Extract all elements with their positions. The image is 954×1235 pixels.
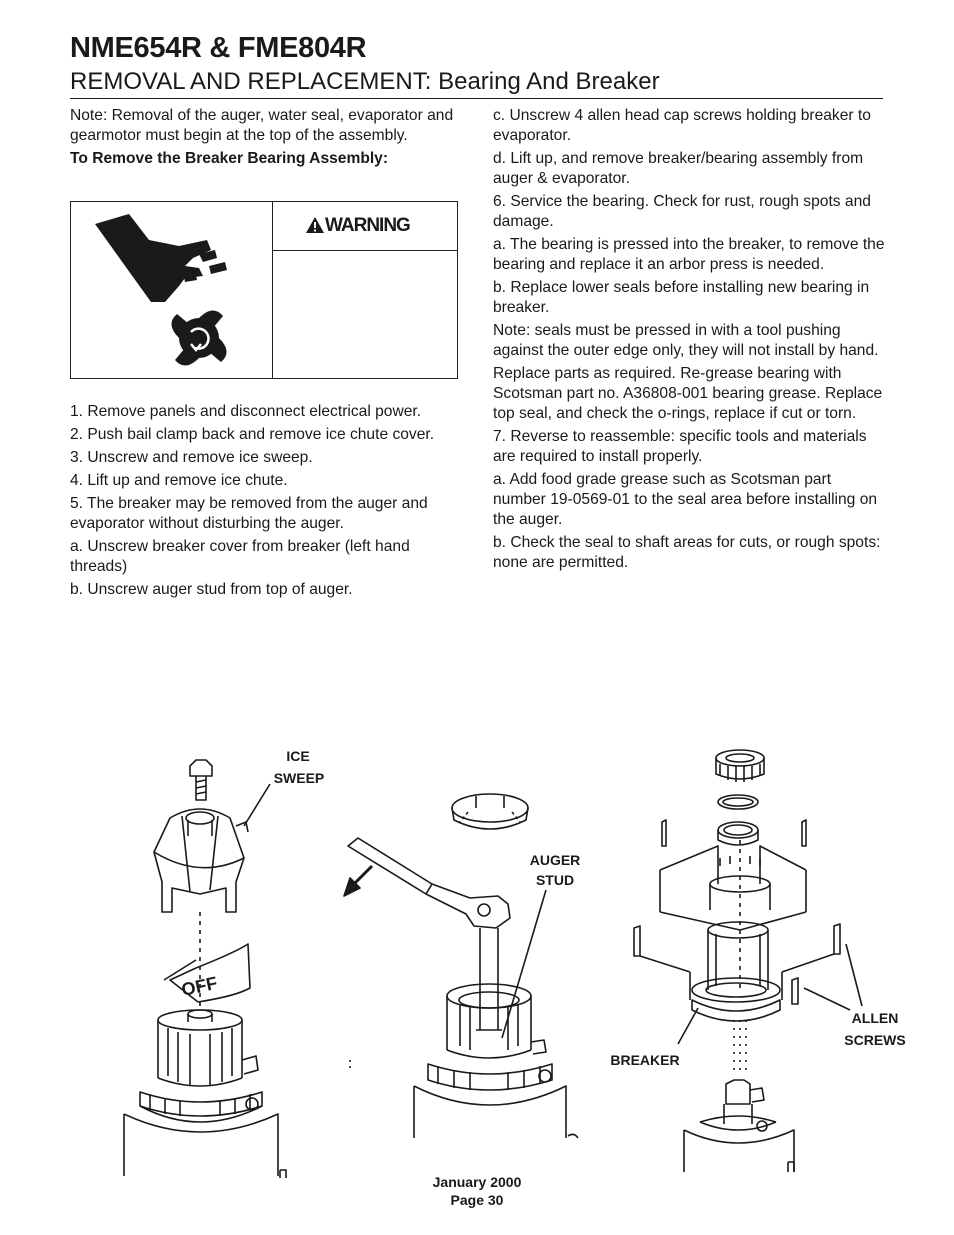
label-breaker: BREAKER [610, 1052, 680, 1068]
label-auger: AUGER [529, 852, 581, 868]
page-footer [0, 1173, 954, 1209]
step-4: 4. Lift up and remove ice chute. [70, 472, 288, 489]
procedure-heading: To Remove the Breaker Bearing Assembly: [70, 150, 389, 167]
step-6b: b. Replace lower seals before installing new bearing in breaker. [493, 279, 870, 316]
step-7a: a. Add food grade grease such as Scotsman part number 19-0569-01 to the seal area before installing on the auger. [493, 471, 878, 528]
ice-sweep-figure [124, 760, 350, 1178]
section-title: REMOVAL AND REPLACEMENT: Bearing And Breaker [70, 68, 660, 95]
intro-note: Note: Removal of the auger, water seal, evaporator and gearmotor must begin at the top of the assembly. [70, 107, 454, 144]
step-5b: b. Unscrew auger stud from top of auger. [70, 581, 353, 598]
breaker-leader [678, 1008, 698, 1044]
step-5: 5. The breaker may be removed from the auger and evaporator without disturbing the auger. [70, 495, 428, 532]
step-5a: a. Unscrew breaker cover from breaker (left hand threads) [70, 538, 410, 575]
label-ice: ICE [286, 748, 310, 764]
step-7: 7. Reverse to reassemble: specific tools and materials are required to install properly. [493, 428, 867, 465]
label-screws: SCREWS [844, 1032, 906, 1048]
step-1: 1. Remove panels and disconnect electrical power. [70, 403, 422, 420]
label-stud: STUD [535, 872, 575, 888]
allen-screws-leader-2 [804, 988, 850, 1010]
ice-sweep-leader [244, 784, 270, 826]
step-5d: d. Lift up, and remove breaker/bearing assembly from auger & evaporator. [493, 150, 864, 187]
warning-label: WARNING [325, 215, 410, 236]
footer-date: January 2000 [432, 1174, 522, 1190]
step-5c: c. Unscrew 4 allen head cap screws holding breaker to evaporator. [493, 107, 871, 144]
step-3: 3. Unscrew and remove ice sweep. [70, 449, 313, 466]
replace-parts: Replace parts as required. Re-grease bearing with Scotsman part no. A36808-001 bearing grease. Replace top seal, and check the o-rings, replace if cut or torn. [493, 365, 883, 422]
label-allen: ALLEN [851, 1010, 899, 1026]
seal-note: Note: seals must be pressed in with a tool pushing against the outer edge only, they will not install by hand. [493, 322, 879, 359]
breaker-exploded-figure [634, 750, 840, 1172]
step-6a: a. The bearing is pressed into the breaker, to remove the bearing and replace it an arbor press is needed. [493, 236, 885, 273]
allen-screws-leader-1 [846, 944, 862, 1006]
off-text: OFF [179, 972, 220, 1000]
step-6: 6. Service the bearing. Check for rust, rough spots and damage. [493, 193, 871, 230]
footer-page-number: Page 30 [450, 1192, 504, 1208]
label-sweep: SWEEP [273, 770, 325, 786]
step-2: 2. Push bail clamp back and remove ice chute cover. [70, 426, 435, 443]
auger-stud-figure [344, 794, 578, 1138]
page-title: NME654R & FME804R [70, 32, 367, 64]
step-7b: b. Check the seal to shaft areas for cuts, or rough spots: none are permitted. [493, 534, 881, 571]
